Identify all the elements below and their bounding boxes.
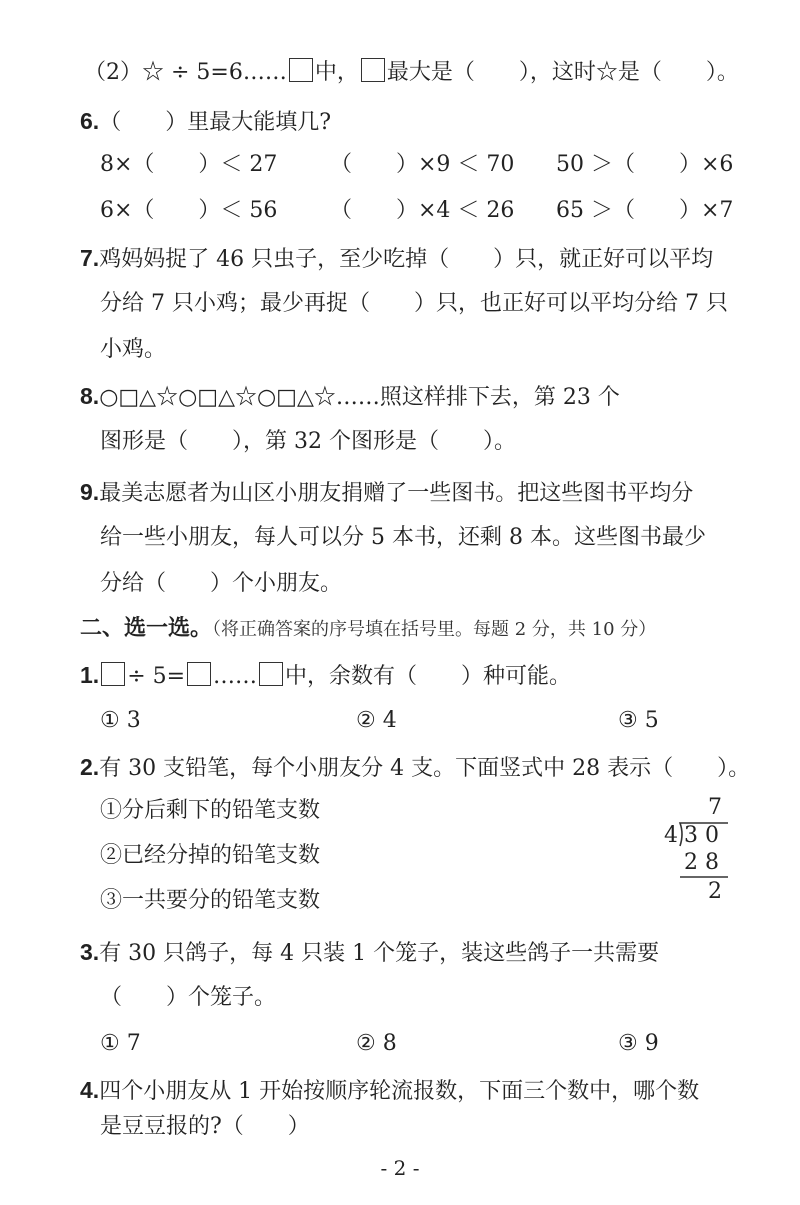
choice2-option-3: ③一共要分的铅笔支数 [100, 888, 321, 913]
division-bracket [650, 792, 760, 912]
division-divisor: 4 [664, 823, 678, 848]
choice4-number: 4. [80, 1077, 100, 1103]
q6-item: 65 ＞（ ）×7 [556, 198, 734, 223]
q6-number: 6. [80, 108, 100, 134]
choice2-option-1: ①分后剩下的铅笔支数 [100, 798, 321, 823]
blank-box [361, 58, 385, 82]
blank-box [259, 662, 283, 686]
q7-line1 [80, 243, 713, 275]
q8-number: 8. [80, 383, 100, 409]
choice2-prompt [80, 752, 750, 784]
choice2-number: 2. [80, 754, 100, 780]
choice1-number: 1. [80, 662, 100, 688]
blank-box [187, 662, 211, 686]
q9-text1: 最美志愿者为山区小朋友捐赠了一些图书。把这些图书平均分 [99, 481, 694, 506]
q8-line2: 图形是（ ），第 32 个图形是（ ）。 [100, 429, 516, 454]
choice3-option-1: ① 7 [100, 1031, 141, 1056]
division-remainder: 2 [708, 879, 722, 904]
division-dividend: 3 0 [684, 823, 719, 848]
section2-title: 二、选一选。 [80, 616, 213, 641]
q7-line3: 小鸡。 [100, 337, 167, 362]
q6-text: （ ）里最大能填几? [99, 110, 331, 135]
q9-line2: 给一些小朋友，每人可以分 5 本书，还剩 8 本。这些图书最少 [100, 525, 706, 550]
blank-box [101, 662, 125, 686]
choice2-text: 有 30 支铅笔，每个小朋友分 4 支。下面竖式中 28 表示（ ）。 [99, 756, 751, 781]
q7-text1: 鸡妈妈捉了 46 只虫子，至少吃掉（ ）只，就正好可以平均 [99, 247, 714, 272]
division-quotient: 7 [708, 795, 722, 820]
q8-line1 [80, 381, 620, 413]
choice1-rest: 中，余数有（ ）种可能。 [285, 664, 572, 689]
choice4-line2: 是豆豆报的?（ ） [100, 1114, 310, 1139]
section2-note: （将正确答案的序号填在括号里。每题 2 分，共 10 分） [212, 619, 657, 640]
q6-item: 8×（ ）＜ 27 [100, 152, 278, 177]
section2-heading [80, 614, 656, 645]
q8-text1: ○□△☆○□△☆○□△☆……照这样排下去，第 23 个 [99, 385, 620, 410]
q5-part2-mid: 中， [314, 60, 359, 85]
choice3-text1: 有 30 只鸽子，每 4 只装 1 个笼子，装这些鸽子一共需要 [99, 941, 660, 966]
choice1-option-3: ③ 5 [618, 708, 659, 733]
choice1-prompt [80, 660, 571, 692]
choice3-option-3: ③ 9 [618, 1031, 659, 1056]
q9-line3: 分给（ ）个小朋友。 [100, 571, 343, 596]
page-number: - 2 - [380, 1156, 420, 1180]
choice1-div: ÷ 5= [127, 664, 186, 689]
q6-item: 50 ＞（ ）×6 [556, 152, 734, 177]
division-product: 2 8 [684, 850, 719, 875]
q9-number: 9. [80, 479, 100, 505]
choice3-option-2: ② 8 [356, 1031, 397, 1056]
choice3-line1 [80, 937, 659, 969]
choice1-dots: …… [213, 664, 258, 689]
choice2-option-2: ②已经分掉的铅笔支数 [100, 843, 321, 868]
long-division [650, 792, 760, 912]
q5-part2-start: （2）☆ ÷ 5=6…… [84, 60, 287, 85]
choice4-text1: 四个小朋友从 1 开始按顺序轮流报数，下面三个数中，哪个数 [99, 1079, 700, 1104]
q5-part2-end: 最大是（ ），这时☆是（ ）。 [386, 60, 739, 85]
q9-line1 [80, 477, 693, 509]
q6-item: （ ）×4 ＜ 26 [330, 198, 515, 223]
blank-box [289, 58, 313, 82]
choice1-option-2: ② 4 [356, 708, 397, 733]
q6-prompt [80, 106, 331, 138]
q6-item: 6×（ ）＜ 56 [100, 198, 278, 223]
choice3-line2: （ ）个笼子。 [100, 985, 277, 1010]
q6-item: （ ）×9 ＜ 70 [330, 152, 515, 177]
q7-number: 7. [80, 245, 100, 271]
choice1-option-1: ① 3 [100, 708, 141, 733]
q7-line2: 分给 7 只小鸡；最少再捉（ ）只，也正好可以平均分给 7 只 [100, 291, 728, 316]
choice4-line1 [80, 1075, 699, 1107]
choice3-number: 3. [80, 939, 100, 965]
q5-part2 [84, 58, 739, 88]
